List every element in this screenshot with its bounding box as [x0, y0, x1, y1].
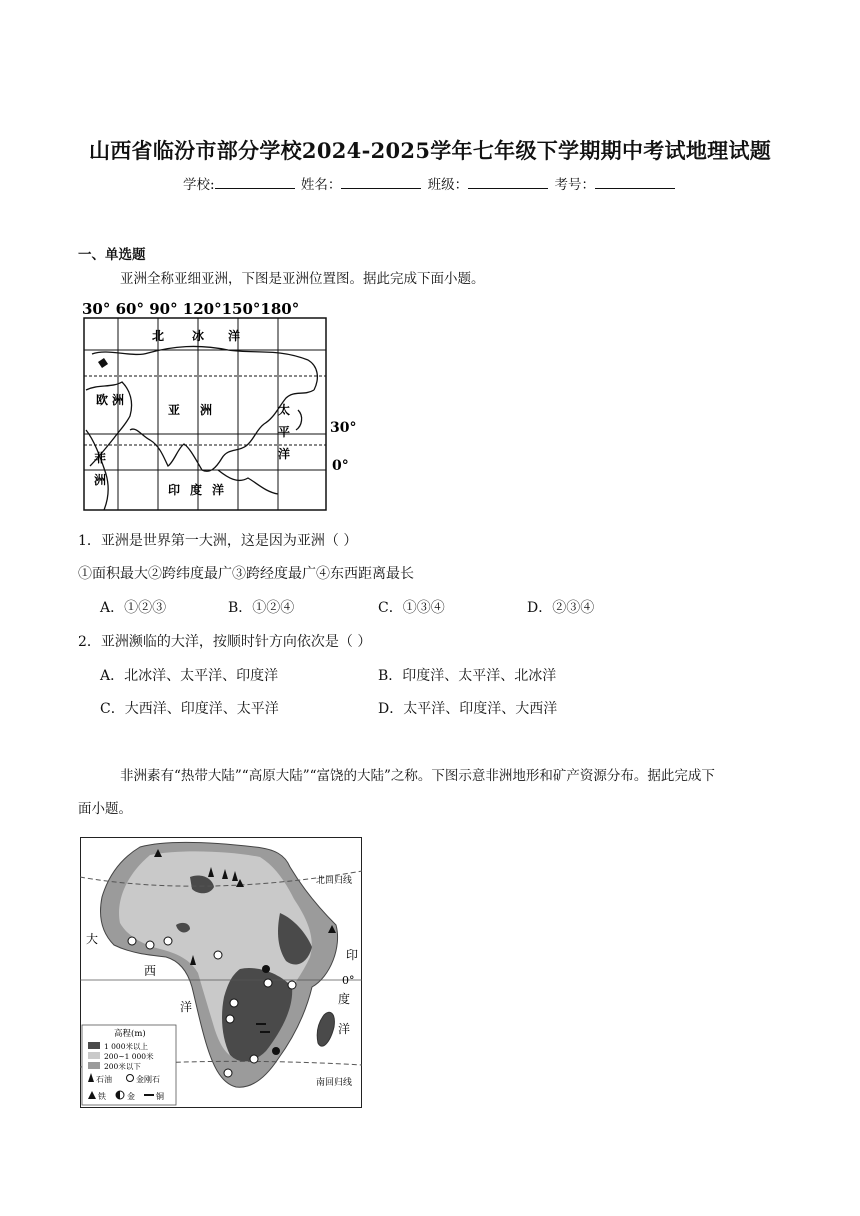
africa-map-indian-1: 印 — [346, 948, 359, 962]
legend-copper: 铜 — [156, 1092, 164, 1101]
africa-map-equator: 0° — [342, 974, 355, 987]
class-blank[interactable] — [468, 176, 548, 189]
asia-map-asia-1: 亚 — [168, 403, 181, 417]
q2-option-c[interactable]: C．大西洋、印度洋、太平洋 — [100, 701, 279, 717]
number-blank[interactable] — [595, 176, 675, 189]
asia-map-africa-1: 非 — [94, 451, 107, 465]
q2-option-a[interactable]: A．北冰洋、太平洋、印度洋 — [100, 668, 279, 684]
asia-map-africa-2: 洲 — [94, 473, 107, 487]
asia-map-arctic-1: 北 — [152, 329, 165, 343]
q1-option-a[interactable]: A．①②③ — [100, 600, 167, 616]
asia-map-asia-2: 洲 — [200, 403, 213, 417]
asia-map-europe-1: 欧 — [96, 393, 109, 407]
africa-map-indian-3: 洋 — [338, 1022, 351, 1036]
africa-map-atlantic-1: 大 — [86, 932, 99, 946]
legend-oil: 石油 — [96, 1075, 112, 1084]
asia-intro: 亚洲全称亚细亚洲，下图是亚洲位置图。据此完成下面小题。 — [120, 271, 485, 287]
school-blank[interactable] — [215, 176, 295, 189]
africa-map-tropic-north: 北回归线 — [316, 876, 353, 886]
page-title: 山西省临汾市部分学校2024-2025学年七年级下学期期中考试地理试题 — [88, 138, 772, 163]
q1-stem: 1．亚洲是世界第一大洲，这是因为亚洲（ ） — [78, 533, 358, 549]
legend-mid: 200~1 000米 — [104, 1052, 154, 1061]
section-heading: 一、单选题 — [78, 247, 146, 263]
q2-option-d[interactable]: D．太平洋、印度洋、大西洋 — [378, 701, 558, 717]
asia-map-europe-2: 洲 — [112, 393, 125, 407]
asia-map-indian-2: 度 — [190, 483, 203, 497]
africa-intro-line2: 面小题。 — [78, 801, 132, 817]
class-label: 班级： — [427, 177, 469, 193]
legend-gold: 金 — [127, 1092, 135, 1101]
legend-title: 高程(m) — [114, 1029, 146, 1039]
africa-intro-line1: 非洲素有“热带大陆”“高原大陆”“富饶的大陆”之称。下图示意非洲地形和矿产资源分布。据此完成下 — [120, 768, 715, 784]
asia-map-longitude-labels: 30° 60° 90° 120°150°180° — [82, 300, 300, 318]
name-label: 姓名： — [300, 177, 342, 193]
africa-map-atlantic-2: 西 — [144, 964, 157, 978]
africa-map-tropic-south: 南回归线 — [316, 1078, 353, 1088]
asia-map-indian-3: 洋 — [212, 483, 225, 497]
asia-map-lat0: 0° — [332, 458, 349, 474]
q1-option-c[interactable]: C．①③④ — [378, 600, 445, 616]
africa-map-atlantic-3: 洋 — [180, 1000, 193, 1014]
school-label: 学校: — [183, 177, 215, 193]
asia-location-map — [78, 298, 368, 514]
q1-option-d[interactable]: D．②③④ — [527, 600, 595, 616]
asia-map-arctic-3: 洋 — [228, 329, 241, 343]
africa-terrain-minerals-map — [80, 837, 364, 1109]
name-blank[interactable] — [341, 176, 421, 189]
q1-option-b[interactable]: B．①②④ — [228, 600, 295, 616]
number-label: 考号： — [554, 177, 595, 193]
asia-map-pacific-3: 洋 — [278, 447, 291, 461]
asia-map-pacific-1: 太 — [278, 403, 291, 417]
q2-option-b[interactable]: B．印度洋、太平洋、北冰洋 — [378, 668, 557, 684]
asia-map-indian-1: 印 — [168, 483, 181, 497]
asia-map-arctic-2: 冰 — [192, 329, 205, 343]
legend-low: 200米以下 — [104, 1062, 141, 1071]
legend-high: 1 000米以上 — [104, 1042, 148, 1051]
legend-diamond: 金刚石 — [136, 1075, 160, 1084]
asia-map-lat30: 30° — [330, 420, 357, 436]
legend-iron: 铁 — [98, 1092, 106, 1101]
student-info-line — [0, 173, 860, 193]
asia-map-pacific-2: 平 — [278, 425, 291, 439]
africa-map-legend — [82, 1025, 176, 1105]
q2-stem: 2．亚洲濒临的大洋，按顺时针方向依次是（ ） — [78, 634, 372, 650]
africa-map-indian-2: 度 — [338, 992, 351, 1006]
q1-statements: ①面积最大②跨纬度最广③跨经度最广④东西距离最长 — [78, 566, 414, 582]
